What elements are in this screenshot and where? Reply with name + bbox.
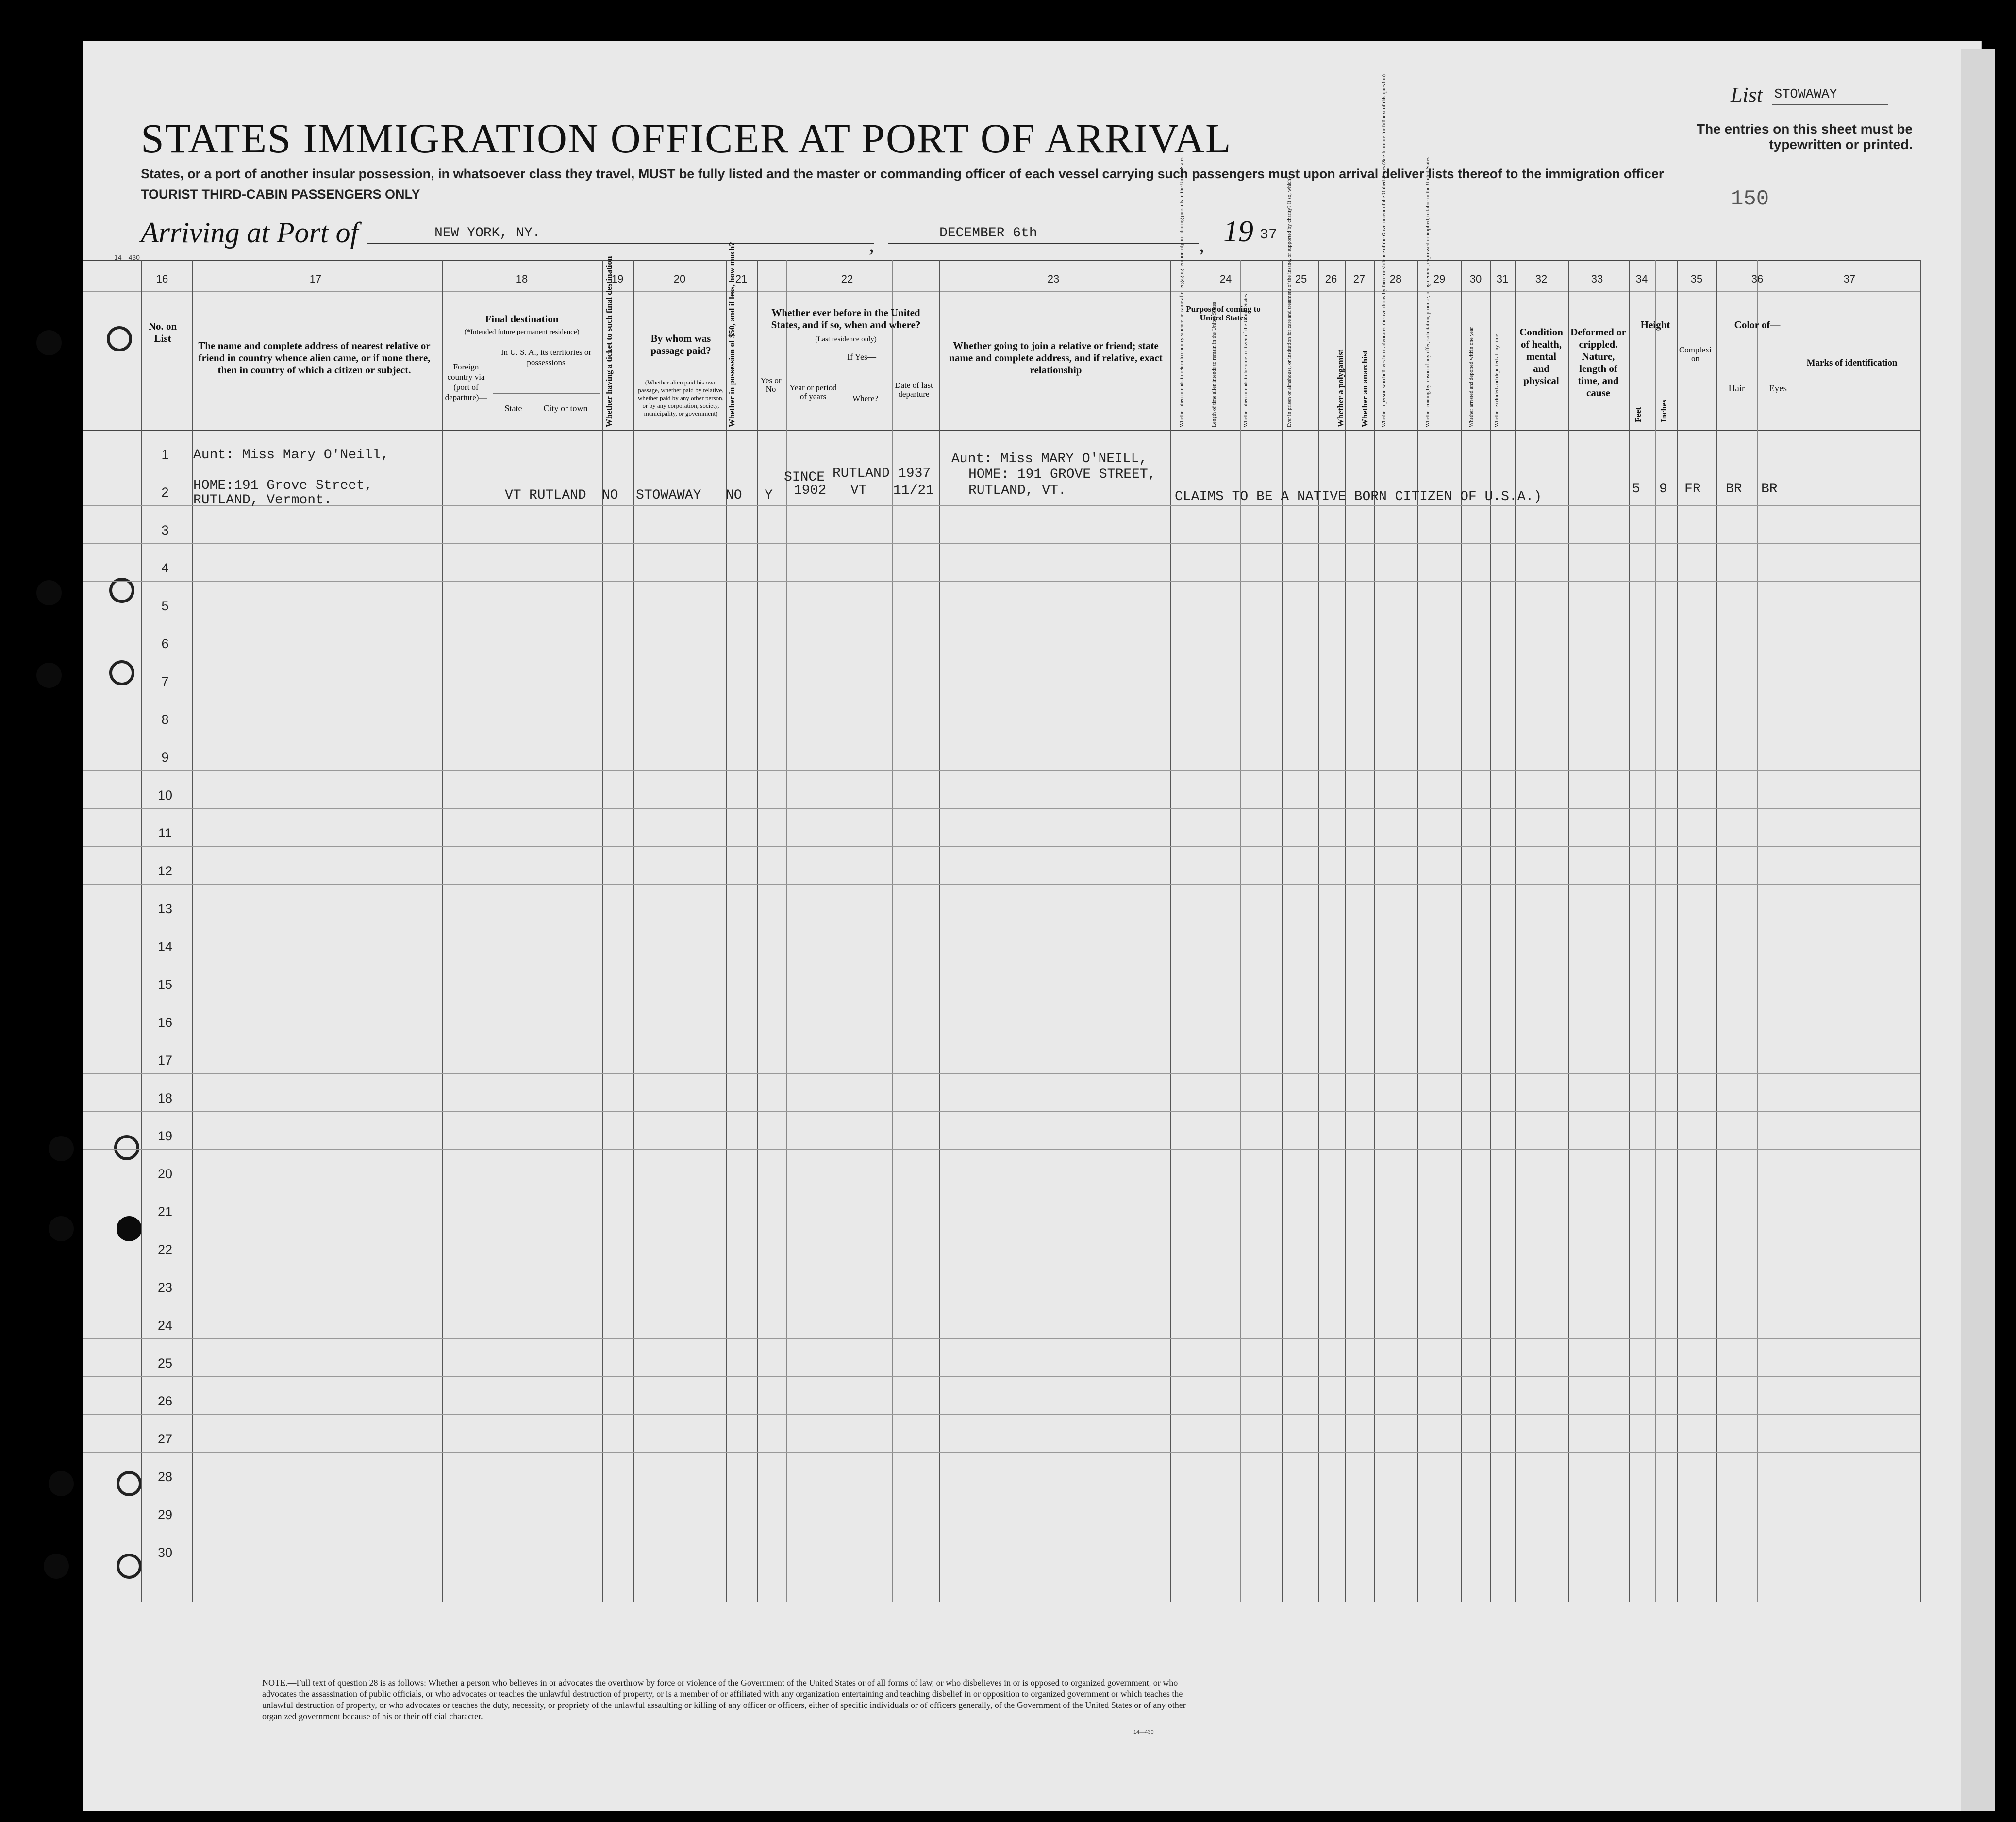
row-rule [83, 1149, 1920, 1150]
row-rule [83, 1111, 1920, 1112]
row-rule [83, 808, 1920, 809]
entry-where-line1: RUTLAND [833, 466, 890, 481]
row-rule [83, 1414, 1920, 1415]
typewritten-note: The entries on this sheet must be typewritten or printed. [1697, 121, 1913, 152]
row-number: 15 [157, 977, 173, 992]
column-number: 35 [1690, 273, 1703, 285]
header-q31: Whether excluded and deported at any time [1494, 334, 1500, 427]
row-rule [83, 846, 1920, 847]
column-rule [726, 260, 727, 1602]
column-rule [939, 260, 940, 1602]
column-number: 17 [309, 273, 322, 285]
row-number: 21 [157, 1204, 173, 1219]
year-suffix: 37 [1260, 227, 1278, 243]
header-final-destination: Final destination [485, 313, 559, 325]
column-number: 22 [841, 273, 853, 285]
column-number: 25 [1295, 273, 1307, 285]
header-relative: The name and complete address of nearest relative or friend in country whence alien came, or if none there, then in country of which a citizen or subject. [198, 340, 431, 376]
binder-hole-ring [117, 1554, 142, 1579]
row-number: 30 [157, 1545, 173, 1560]
row-number: 27 [157, 1432, 173, 1446]
column-rule [602, 260, 603, 1602]
entry-complexion: FR [1684, 482, 1701, 497]
header-feet: Feet [1633, 407, 1643, 422]
row-rule [83, 770, 1920, 771]
column-rule [1374, 260, 1375, 1602]
header-marks: Marks of identification [1806, 358, 1898, 368]
column-number: 31 [1496, 273, 1509, 285]
entry-relative-line3: RUTLAND, Vermont. [193, 493, 332, 508]
row-number: 5 [161, 599, 169, 613]
entry-inches: 9 [1659, 482, 1667, 497]
column-number: 23 [1047, 273, 1060, 285]
header-purpose: Purpose of coming to United States [1186, 304, 1261, 322]
row-rule [83, 543, 1920, 544]
column-number: 24 [1219, 273, 1232, 285]
header-eyes: Eyes [1769, 384, 1787, 394]
column-number: 26 [1325, 273, 1337, 285]
binder-hole [49, 1216, 74, 1241]
entry-feet: 5 [1632, 482, 1640, 497]
list-value: STOWAWAY [1774, 87, 1837, 102]
row-number: 16 [157, 1015, 173, 1030]
header-purpose-c: Whether alien intends to become a citizen of the United States [1243, 294, 1249, 427]
row-number: 20 [157, 1167, 173, 1181]
column-rule [1490, 260, 1491, 1602]
row-number: 4 [161, 561, 169, 575]
column-rule [192, 260, 193, 1602]
header-deformed: Deformed or crippled. Nature, length of time, and cause [1570, 326, 1626, 399]
column-rule [1240, 260, 1241, 1602]
entry-period-line2: 1902 [794, 483, 827, 498]
column-number: 33 [1591, 273, 1603, 285]
binder-hole [36, 580, 62, 605]
row-rule [83, 1452, 1920, 1453]
header-q30: Whether arrested and deported within one year [1468, 327, 1474, 427]
row-number: 18 [157, 1091, 173, 1105]
subheader-rule [493, 393, 600, 394]
entry-departure-line1: 1937 [898, 466, 931, 481]
column-number: 20 [673, 273, 686, 285]
column-number: 18 [516, 273, 528, 285]
entry-eyes: BR [1761, 482, 1778, 497]
column-number: 27 [1353, 273, 1366, 285]
manifest-sheet [83, 41, 1982, 1811]
arrival-date: DECEMBER 6th [939, 226, 1037, 241]
arrival-port: NEW YORK, NY. [434, 226, 541, 241]
row-number: 9 [161, 750, 169, 765]
table-top-border [83, 260, 1920, 261]
list-label: List [1731, 83, 1763, 107]
column-rule [1568, 260, 1569, 1602]
header-polygamist: Whether a polygamist [1336, 349, 1345, 427]
column-rule [1757, 260, 1758, 1602]
entry-joining-line2: HOME: 191 GROVE STREET, [968, 467, 1156, 482]
column-number: 29 [1433, 273, 1446, 285]
entry-relative-line1: Aunt: Miss Mary O'Neill, [193, 448, 389, 463]
header-purpose-a [1179, 333, 1184, 427]
column-rule [1461, 260, 1462, 1602]
row-number: 1 [161, 447, 169, 462]
header-q28 [1381, 306, 1387, 427]
entry-state: VT [505, 488, 521, 503]
column-number-divider [83, 291, 1920, 292]
header-in-usa: In U. S. A., its territories or possessions [500, 348, 592, 367]
row-number: 23 [157, 1280, 173, 1295]
header-yes-no: Yes or No [760, 376, 782, 394]
row-number: 26 [157, 1394, 173, 1408]
column-rule [757, 260, 758, 1602]
binder-hole-ring [117, 1471, 142, 1496]
row-rule [83, 1073, 1920, 1074]
entry-joining-line1: Aunt: Miss MARY O'NEILL, [951, 451, 1148, 467]
header-final-destination-note: (*Intended future permanent residence) [464, 328, 580, 336]
column-rule [141, 260, 142, 1602]
form-subtitle: States, or a port of another insular possession, in whatsoever class they travel, MUST be fully listed and the master or commanding officer of each vessel carrying such passengers must upon arrival deliver lists thereof to the immigration officer [141, 167, 1664, 181]
entry-possession: NO [726, 488, 742, 503]
header-anarchist: Whether an anarchist [1360, 350, 1369, 427]
column-rule [1920, 260, 1921, 1602]
column-rule [442, 260, 443, 1602]
entry-hair: BR [1726, 482, 1742, 497]
port-underline [367, 243, 874, 244]
column-number: 30 [1469, 273, 1482, 285]
header-complexion: Complexion [1679, 345, 1712, 363]
header-state: State [504, 403, 522, 413]
header-ever-before-note: (Last residence only) [815, 335, 877, 343]
form-code-top: 14—430 [114, 253, 140, 261]
header-year-period: Year or period of years [789, 383, 837, 401]
column-rule [633, 260, 634, 1602]
column-number: 37 [1843, 273, 1856, 285]
header-ticket: Whether having a ticket to such final destination [604, 256, 614, 427]
column-rule [1417, 260, 1418, 1602]
header-city: City or town [543, 403, 588, 413]
column-rule [1318, 260, 1319, 1602]
footnote-question-28: NOTE.—Full text of question 28 is as follows: Whether a person who believes in or advocates the overthrow by force or violence of the Government of the United States or of all forms of law, or who disbelieves in or is opposed to organized government, or who advocates the assassination of public officials, or who advocates or teaches the unlawful destruction of property, or is a member of or affiliated with any organization entertaining and teaching disbelief in or opposition to organized government or which teaches the unlawful destruction of property, or who advocates or teaches the duty, necessity, or propriety of the unlawful assaulting or killing of any officer or officers, either of specific individuals or of officers generally, of the Government of the United States or of any other organized government because of his or their official character. [262, 1678, 1186, 1721]
row-number: 19 [157, 1129, 173, 1143]
row-number: 3 [161, 523, 169, 537]
row-number: 25 [157, 1356, 173, 1371]
entry-paid-by: STOWAWAY [636, 488, 701, 503]
row-rule [83, 505, 1920, 506]
header-possession-50: Whether in possession of $50, and if less, how much? [727, 242, 736, 427]
column-number: 36 [1751, 273, 1764, 285]
column-rule [786, 260, 787, 1602]
binder-hole [36, 330, 62, 355]
arrival-label: Arriving at Port of [141, 217, 359, 249]
form-code-bottom: 14—430 [1133, 1729, 1154, 1735]
header-height: Height [1640, 319, 1670, 331]
column-rule [1170, 260, 1171, 1602]
header-hair: Hair [1728, 384, 1745, 394]
column-rule [1716, 260, 1717, 1602]
list-underline [1772, 104, 1888, 105]
header-joining: Whether going to join a relative or friend; state name and complete address, and if relative, exact relationship [949, 340, 1163, 376]
binder-hole [49, 1136, 74, 1161]
binder-hole-ring [114, 1135, 139, 1160]
row-number: 14 [157, 939, 173, 954]
header-paid-by: By whom was passage paid? [650, 333, 711, 356]
header-ever-before: Whether ever before in the United States, and if so, when and where? [771, 307, 921, 331]
header-where: Where? [852, 394, 878, 403]
row-number: 10 [157, 788, 173, 802]
row-number: 8 [161, 712, 169, 727]
header-no-on-list: No. on List [148, 320, 177, 344]
column-rule [1345, 260, 1346, 1602]
row-number: 2 [161, 485, 169, 500]
row-number: 28 [157, 1470, 173, 1484]
row-number: 12 [157, 864, 173, 878]
binder-hole-ring [107, 326, 132, 351]
header-paid-by-note: (Whether alien paid his own passage, whether paid by relative, whether paid by any other person, or by any corporation, society, municipality, or government) [638, 379, 724, 417]
row-number: 29 [157, 1507, 173, 1522]
date-underline [888, 243, 1199, 244]
column-number: 32 [1535, 273, 1548, 285]
column-number: 34 [1635, 273, 1648, 285]
row-rule [83, 1376, 1920, 1377]
row-number: 24 [157, 1318, 173, 1333]
column-number: 28 [1389, 273, 1402, 285]
header-color-of: Color of— [1734, 319, 1781, 331]
column-rule [1677, 260, 1678, 1602]
entry-relative-line2: HOME:191 Grove Street, [193, 478, 373, 493]
column-number: 16 [156, 273, 168, 285]
entry-city: RUTLAND [529, 488, 586, 503]
page-number: 150 [1731, 187, 1769, 211]
header-q29 [1425, 306, 1431, 427]
header-if-yes: If Yes— [847, 352, 876, 362]
binder-hole [36, 663, 62, 688]
entry-ever-before: Y [765, 488, 773, 503]
column-rule [1515, 260, 1516, 1602]
row-number: 6 [161, 636, 169, 651]
entry-period-line1: SINCE [784, 470, 825, 485]
row-number: 13 [157, 902, 173, 916]
year-prefix: 19 [1223, 215, 1253, 248]
column-rule [1655, 260, 1656, 1602]
class-line: TOURIST THIRD-CABIN PASSENGERS ONLY [141, 187, 420, 201]
binder-hole [44, 1554, 69, 1579]
column-rule [1629, 260, 1630, 1602]
row-rule [83, 581, 1920, 582]
binder-hole [117, 1216, 142, 1241]
header-prison [1286, 306, 1292, 427]
entry-departure-line2: 11/21 [893, 483, 934, 498]
header-inches: Inches [1659, 399, 1668, 422]
header-bottom-border [83, 430, 1920, 431]
row-number: 17 [157, 1053, 173, 1068]
column-rule [892, 260, 893, 1602]
row-number: 7 [161, 674, 169, 689]
entry-ticket: NO [602, 488, 618, 503]
column-number: 19 [611, 273, 624, 285]
header-purpose-b: Length of time alien intends to remain in the United States [1211, 302, 1217, 427]
row-rule [83, 1338, 1920, 1339]
binder-hole [49, 1471, 74, 1496]
form-title: STATES IMMIGRATION OFFICER AT PORT OF ARRIVAL [141, 115, 1232, 162]
header-foreign-country: Foreign country via (port of departure)— [445, 362, 487, 402]
page-edge-tab [1961, 49, 1995, 1811]
binder-hole-ring [109, 660, 134, 685]
row-number: 22 [157, 1242, 173, 1257]
header-date-departure: Date of last departure [895, 381, 933, 399]
entry-joining-line3: RUTLAND, VT. [968, 483, 1066, 498]
row-number: 11 [158, 826, 172, 840]
entry-where-line2: VT [850, 483, 867, 498]
entry-citizenship-claim: CLAIMS TO BE A NATIVE BORN CITIZEN OF U.S.A.) [1175, 489, 1542, 504]
column-number: 21 [735, 273, 748, 285]
row-rule [83, 884, 1920, 885]
column-rule [1282, 260, 1283, 1602]
header-health: Condition of health, mental and physical [1519, 326, 1563, 386]
